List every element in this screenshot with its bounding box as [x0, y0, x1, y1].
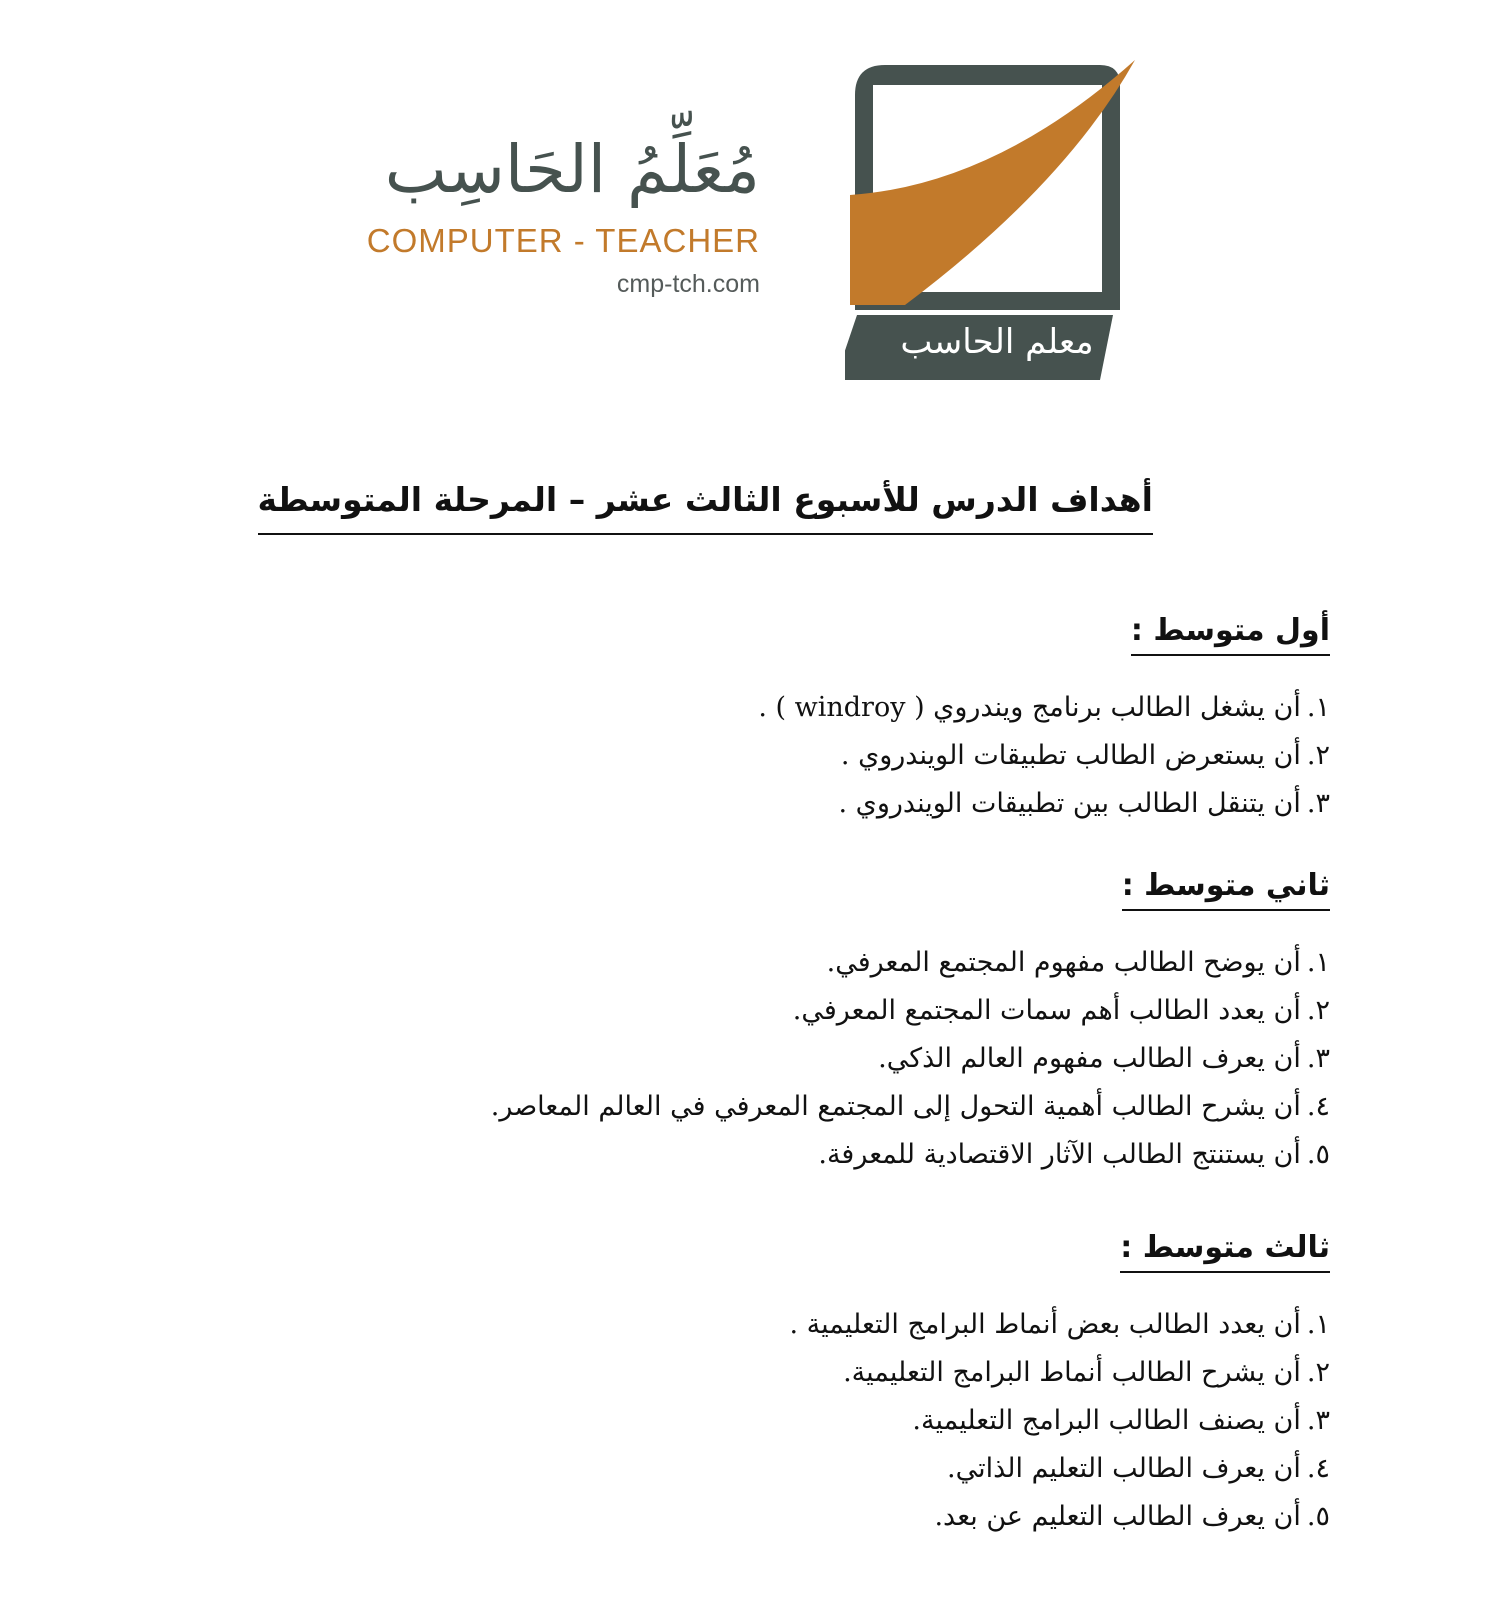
objective-item [789, 1301, 1330, 1349]
objective-item [758, 780, 1330, 828]
objective-item [491, 1035, 1330, 1083]
item-number: ٥. [1306, 1139, 1330, 1170]
section-heading: ثاني متوسط : [1122, 868, 1330, 911]
objective-item [491, 1083, 1330, 1131]
page-title: أهداف الدرس للأسبوع الثالث عشر – المرحلة المتوسطة [258, 480, 1153, 535]
item-text: أن يشغل الطالب برنامج ويندروي ( windroy ) . [758, 692, 1301, 723]
logo-latin-name: COMPUTER - TEACHER [366, 222, 760, 259]
item-text: أن يصنف الطالب البرامج التعليمية. [912, 1405, 1301, 1436]
objective-item [758, 732, 1330, 780]
item-text: أن يعرف الطالب التعليم الذاتي. [947, 1453, 1301, 1484]
item-text: أن يعرف الطالب مفهوم العالم الذكي. [878, 1043, 1301, 1074]
item-number: ٤. [1306, 1453, 1330, 1484]
item-text: أن يشرح الطالب أهمية التحول إلى المجتمع المعرفي في العالم المعاصر. [490, 1091, 1301, 1122]
objective-item [491, 987, 1330, 1035]
logo-arabic-name: مُعَلِّمُ الحَاسِب [384, 131, 760, 208]
item-text: أن يشرح الطالب أنماط البرامج التعليمية. [843, 1357, 1301, 1388]
item-text: أن يعدد الطالب أهم سمات المجتمع المعرفي. [792, 995, 1301, 1026]
objectives-list [758, 684, 1330, 828]
item-number: ١. [1306, 947, 1330, 978]
item-text: أن يتنقل الطالب بين تطبيقات الويندروي . [838, 788, 1301, 819]
logo-url: cmp-tch.com [616, 270, 760, 298]
item-number: ٣. [1306, 1405, 1330, 1436]
item-text: أن يعدد الطالب بعض أنماط البرامج التعليمية . [789, 1309, 1301, 1340]
item-number: ٢. [1306, 740, 1330, 771]
section-second-intermediate [491, 868, 1330, 1179]
item-number: ٢. [1306, 995, 1330, 1026]
item-number: ٥. [1306, 1501, 1330, 1532]
item-text: أن يعرف الطالب التعليم عن بعد. [934, 1501, 1301, 1532]
item-number: ٣. [1306, 1043, 1330, 1074]
objective-item [491, 939, 1330, 987]
objective-item [789, 1397, 1330, 1445]
objectives-list [491, 939, 1330, 1179]
item-text: أن يوضح الطالب مفهوم المجتمع المعرفي. [826, 947, 1301, 978]
objective-item [789, 1445, 1330, 1493]
objective-item [789, 1349, 1330, 1397]
item-number: ١. [1306, 1309, 1330, 1340]
objective-item [789, 1493, 1330, 1541]
section-third-intermediate [789, 1230, 1330, 1541]
orange-swoosh [850, 60, 1135, 305]
section-first-intermediate [758, 613, 1330, 828]
item-number: ٤. [1306, 1091, 1330, 1122]
section-heading: أول متوسط : [1131, 613, 1330, 656]
item-number: ٣. [1306, 788, 1330, 819]
objectives-list [789, 1301, 1330, 1541]
logo-wordmark [360, 120, 760, 299]
item-number: ١. [1306, 692, 1330, 723]
item-number: ٢. [1306, 1357, 1330, 1388]
logo-mark-label: معلم الحاسب [900, 322, 1094, 362]
item-text: أن يستنتج الطالب الآثار الاقتصادية للمعرفة. [818, 1139, 1301, 1170]
objective-item [758, 684, 1330, 732]
section-heading: ثالث متوسط : [1120, 1230, 1330, 1273]
item-text: أن يستعرض الطالب تطبيقات الويندروي . [840, 740, 1301, 771]
objective-item [491, 1131, 1330, 1179]
